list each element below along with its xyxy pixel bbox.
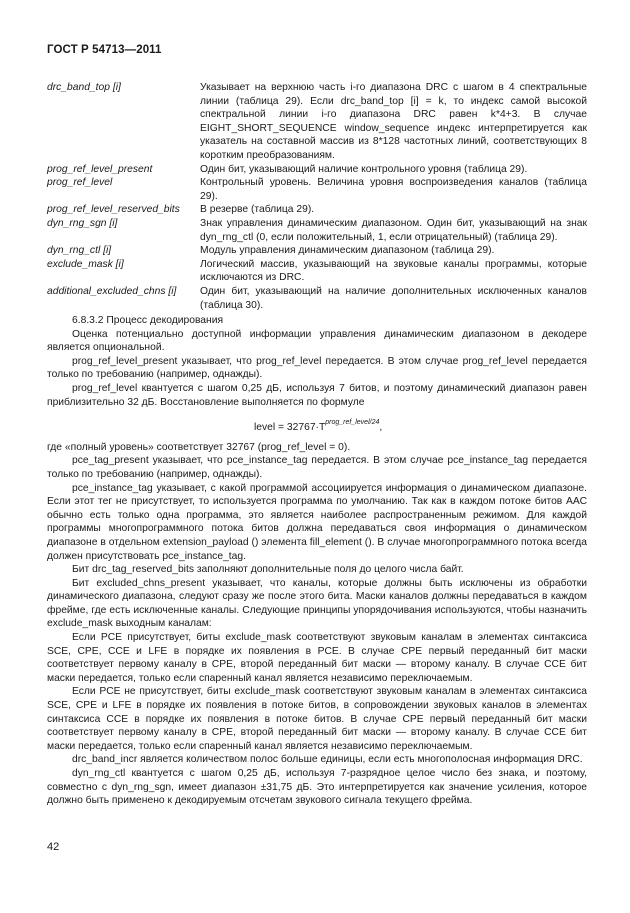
definition-description: Один бит, указывающий наличие контрольного уровня (таблица 29). xyxy=(200,163,528,175)
definition-term: dyn_rng_ctl [i] xyxy=(47,245,112,257)
definition-description: Логический массив, указывающий на звуковые каналы программы, которые исключаются из DRC. xyxy=(200,258,587,284)
paragraph: pce_tag_present указывает, что pce_instance_tag передается. В этом случае pce_instance_tag передается только по требованию (например, однажды). xyxy=(47,455,587,480)
definition-description: Модуль управления динамическим диапазоном (таблица 29). xyxy=(200,245,495,257)
definition-description: Контрольный уровень. Величина уровня воспроизведения каналов (таблица 29). xyxy=(200,177,587,202)
definition-term: dyn_rng_sgn [i] xyxy=(47,217,118,229)
definition-row xyxy=(47,203,587,217)
formula-end: , xyxy=(379,422,383,434)
formula-base: level = 32767·T xyxy=(254,422,326,434)
definition-row xyxy=(47,217,587,244)
formula-exponent: prog_ref_level/24 xyxy=(325,419,380,427)
definition-description: Указывает на верхнюю часть i-го диапазона DRC с шагом в 4 спектральные линии (таблица 29). Если drc_band_top [i] = k, то индекс самой высокой спектральной линии i-го диапазона DRC равен k*4+3. В случае EIGHT_SHORT_SEQUENCE window_sequence индекс интерпретируется как указатель на составной массив из 8*128 частотных линий, соответствующих 8 коротким преобразованиям. xyxy=(200,82,587,161)
definition-row xyxy=(47,244,587,258)
definition-row xyxy=(47,285,587,312)
paragraph: Если PCE не присутствует, биты exclude_mask соответствуют звуковым каналам в элементах синтаксиса SCE, CPE и LFE в порядке их появления в потоке битов, в сопровождении звуковых каналов в элементах синтаксиса CCE в порядке их появления в потоке битов. В случае CPE первый переданный бит маски соответствует первому каналу в CPE, второй переданный бит маски — второму каналу. В случае CCE бит маски передается, только если спаренный канал является независимо переключаемым. xyxy=(47,686,587,752)
definition-term: exclude_mask [i] xyxy=(47,258,124,270)
definition-description: В резерве (таблица 29). xyxy=(200,204,315,216)
standard-header: ГОСТ Р 54713—2011 xyxy=(47,44,162,56)
paragraph: drc_band_incr является количеством полос больше единицы, если есть многополосная информация DRC. xyxy=(72,754,583,766)
definition-term: additional_excluded_chns [i] xyxy=(47,285,177,297)
paragraph: prog_ref_level квантуется с шагом 0,25 дБ, используя 7 битов, и поэтому динамический диапазон равен приблизительно 32 дБ. Восстановление выполняется по формуле xyxy=(47,382,587,408)
paragraph: dyn_rng_ctl квантуется с шагом 0,25 дБ, используя 7-разрядное целое число без знака, и поэтому, совместно с dyn_rng_sgn, имеет диапазон ±31,75 дБ. Это интерпретируется как значение усиления, которое должно быть применено к декодируемым отсчетам звукового сигнала текущего фрейма. xyxy=(47,768,587,807)
definition-description: Один бит, указывающий на наличие дополнительных исключенных каналов (таблица 30). xyxy=(200,285,587,311)
paragraph: Оценка потенциально доступной информации управления динамическим диапазоном в декодере является опциональной. xyxy=(47,328,587,354)
paragraph: Если PCE присутствует, биты exclude_mask соответствуют звуковым каналам в элементах синтаксиса SCE, CPE, CCE и LFE в порядке их появления в PCE. В случае CPE первый переданный бит маски соответствует первому каналу в CPE, второй переданный бит маски — второму каналу. В случае CCE бит маски передается, только если спаренный канал является независимо переключаемым. xyxy=(47,632,587,684)
definition-row xyxy=(47,176,587,203)
definition-term: drc_band_top [i] xyxy=(47,82,121,93)
definition-list xyxy=(47,81,587,312)
paragraph: Бит drc_tag_reserved_bits заполняют дополнительные поля до целого числа байт. xyxy=(72,564,464,576)
section-body xyxy=(47,314,587,808)
definition-row xyxy=(47,163,587,177)
formula xyxy=(47,416,587,435)
paragraph: Бит excluded_chns_present указывает, что каналы, которые должны быть исключены из обработки динамического диапазона, следуют сразу же после этого бита. Маски каналов должны передаваться в каждом фрейме, где есть исключенные каналы. Следующие принципы упорядочивания используются, чтобы назначить exclude_mask выходным каналам: xyxy=(47,577,587,630)
definition-description: Знак управления динамическим диапазоном. Один бит, указывающий на знак dyn_rng_ctl (0, если положительный, 1, если отрицательный) (таблица 29). xyxy=(200,217,587,243)
definition-term: prog_ref_level xyxy=(47,177,113,189)
paragraph: pce_instance_tag указывает, с какой программой ассоциируется информация о динамическом диапазоне. Если этот тег не присутствует, то используется программа по умолчанию. Так как в каждом потоке битов ААС обычно есть только одна программа, это является наиболее распространенным режимом. Для каждой программы многопрограммного потока битов должна передаваться своя информация о динамическом диапазоне в отдельном extension_payload () элемента fill_element (). В случае многопрограммного потока всегда должен присутствовать pce_instance_tag. xyxy=(47,482,587,562)
paragraph: где «полный уровень» соответствует 32767 (prog_ref_level = 0). xyxy=(47,441,351,453)
page-number: 42 xyxy=(47,841,60,853)
section-heading: 6.8.3.2 Процесс декодирования xyxy=(72,315,224,326)
paragraph: prog_ref_level_present указывает, что prog_ref_level передается. В этом случае prog_ref_level передается только по требованию (например, однажды). xyxy=(47,355,587,381)
definition-row xyxy=(47,258,587,285)
definition-term: prog_ref_level_reserved_bits xyxy=(47,204,180,216)
definition-term: prog_ref_level_present xyxy=(47,163,153,175)
definition-row xyxy=(47,81,587,163)
